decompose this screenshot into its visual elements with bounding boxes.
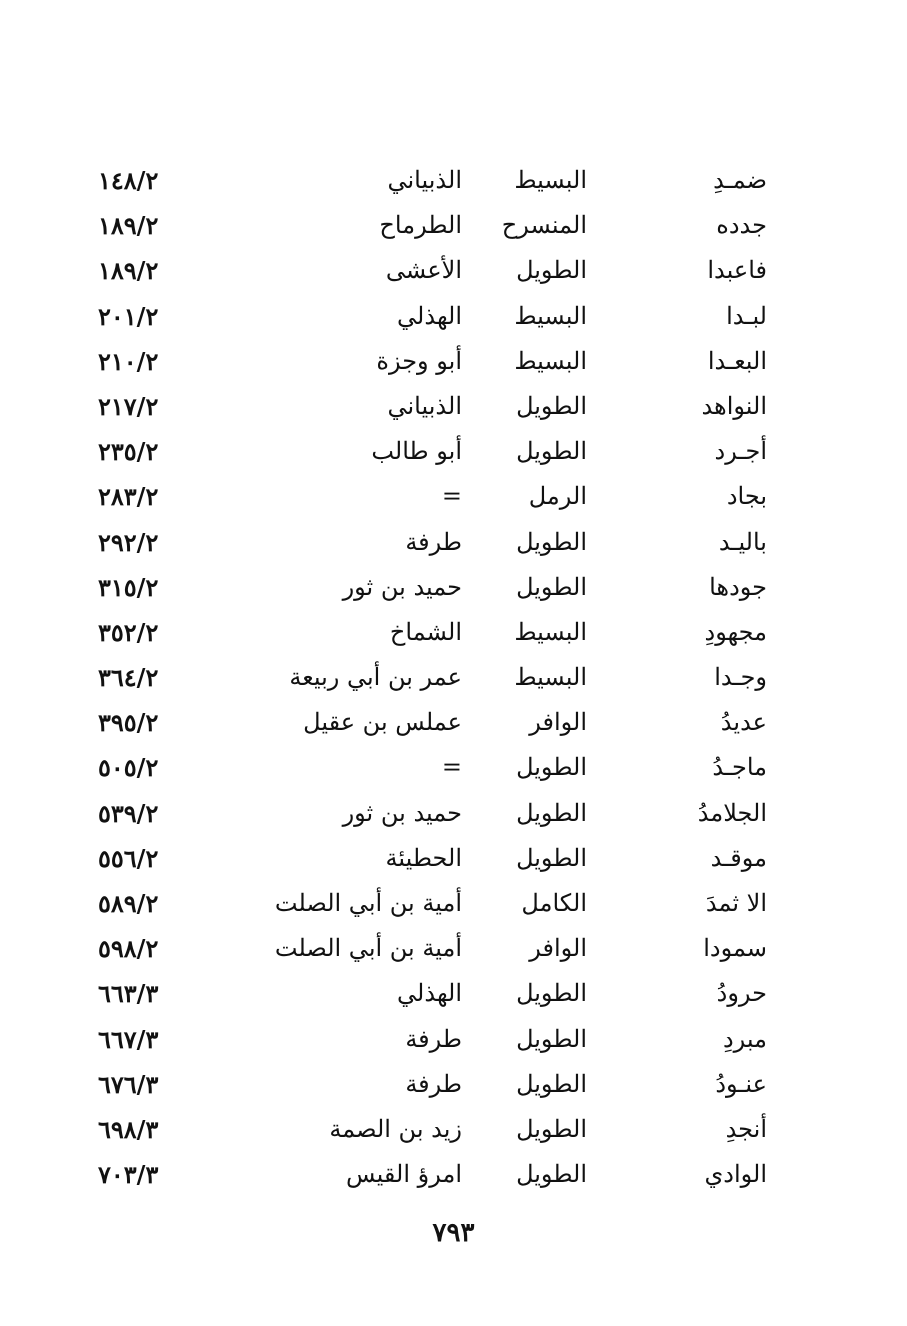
rhyme-word: ماجـدُ (712, 753, 767, 782)
rhyme-word: جودها (709, 572, 767, 601)
rhyme-word: الجلامدُ (697, 798, 767, 827)
page-number: ٧٩٣ (432, 1218, 475, 1248)
poet-name: أبو وجزة (376, 346, 462, 375)
meter-name: الطويل (516, 1160, 587, 1189)
poet-name: طرفة (405, 1024, 462, 1053)
meter-name: الطويل (516, 256, 587, 285)
poet-name: أمية بن أبي الصلت (274, 889, 462, 917)
volume-page-ref: ١٨٩/٢ (98, 256, 159, 286)
rhyme-word: باليـد (718, 527, 767, 556)
meter-name: الطويل (516, 1069, 587, 1098)
volume-page-ref: ٥٥٦/٢ (98, 843, 159, 873)
poet-name: زيد بن الصمة (329, 1114, 462, 1143)
meter-name: الرمل (528, 482, 587, 511)
poet-name: أمية بن أبي الصلت (274, 934, 462, 963)
rhyme-word: فاعبدا (707, 256, 767, 285)
meter-name: الطويل (516, 437, 587, 466)
rhyme-word: جدده (716, 211, 767, 240)
poet-name: = (441, 482, 462, 511)
meter-name: الطويل (516, 391, 587, 420)
table-row (0, 791, 907, 836)
volume-page-ref: ١٨٩/٢ (98, 211, 159, 241)
poet-name: عمر بن أبي ربيعة (289, 663, 462, 692)
meter-name: البسيط (514, 617, 587, 646)
table-row (0, 203, 907, 248)
poet-name: الهذلي (397, 979, 462, 1008)
volume-page-ref: ٦٦٧/٣ (98, 1024, 159, 1054)
rhyme-word: وجـدا (714, 663, 767, 692)
table-row (0, 248, 907, 293)
table-row (0, 610, 907, 655)
volume-page-ref: ٣٥٢/٢ (98, 617, 159, 647)
poet-name: طرفة (405, 527, 462, 556)
table-row (0, 745, 907, 790)
poet-name: الطرماح (379, 211, 462, 240)
poet-name: أبو طالب (371, 437, 462, 466)
volume-page-ref: ٧٠٣/٣ (98, 1160, 159, 1190)
poet-name: الأعشى (385, 256, 462, 285)
rhyme-word: البعـدا (707, 346, 767, 375)
volume-page-ref: ٣١٥/٢ (98, 572, 159, 602)
table-row (0, 294, 907, 339)
table-row (0, 429, 907, 474)
meter-name: الكامل (521, 889, 587, 917)
poet-name: الحطيئة (385, 843, 462, 872)
poet-name: حميد بن ثور (342, 572, 462, 601)
table-row (0, 1107, 907, 1152)
volume-page-ref: ٦٦٣/٣ (98, 979, 159, 1009)
poet-name: الذبياني (387, 166, 462, 194)
table-row (0, 1152, 907, 1197)
rhyme-word: عديدُ (720, 708, 767, 737)
meter-name: البسيط (514, 346, 587, 375)
table-row (0, 926, 907, 971)
table-row (0, 474, 907, 519)
meter-name: الطويل (516, 1114, 587, 1143)
rhyme-word: أجـرد (714, 437, 767, 466)
meter-name: البسيط (514, 301, 587, 330)
volume-page-ref: ٢٣٥/٢ (98, 437, 159, 467)
table-row (0, 971, 907, 1016)
poet-name: الهذلي (397, 301, 462, 330)
meter-name: البسيط (514, 166, 587, 194)
rhyme-word: مبردِ (722, 1024, 767, 1053)
table-row (0, 384, 907, 429)
volume-page-ref: ٥٩٨/٢ (98, 934, 159, 964)
table-row (0, 158, 907, 203)
meter-name: الطويل (516, 843, 587, 872)
volume-page-ref: ٥٠٥/٢ (98, 753, 159, 783)
rhyme-word: عنـودُ (715, 1069, 767, 1098)
volume-page-ref: ٥٨٩/٢ (98, 889, 159, 918)
volume-page-ref: ٢٩٢/٢ (98, 527, 159, 557)
meter-name: الطويل (516, 572, 587, 601)
rhyme-word: أنجدِ (725, 1114, 767, 1143)
volume-page-ref: ٥٣٩/٢ (98, 798, 159, 828)
table-row (0, 881, 907, 926)
volume-page-ref: ٣٦٤/٢ (98, 663, 159, 693)
poet-name: عملس بن عقيل (303, 708, 462, 737)
meter-name: الوافر (529, 708, 587, 737)
meter-name: الوافر (529, 934, 587, 963)
table-row (0, 565, 907, 610)
volume-page-ref: ٢١٠/٢ (98, 346, 159, 376)
meter-name: البسيط (514, 663, 587, 692)
table-row (0, 1062, 907, 1107)
table-row (0, 339, 907, 384)
rhyme-word: بجاد (726, 482, 767, 511)
table-row (0, 836, 907, 881)
table-row (0, 520, 907, 565)
poet-name: الشماخ (389, 617, 462, 646)
poet-name: الذبياني (387, 391, 462, 420)
volume-page-ref: ١٤٨/٢ (98, 166, 159, 195)
volume-page-ref: ٣٩٥/٢ (98, 708, 159, 738)
rhyme-word: ضمـدِ (713, 166, 767, 194)
poet-name: حميد بن ثور (342, 798, 462, 827)
rhyme-word: مجهودِ (704, 617, 767, 646)
rhyme-word: الوادي (704, 1160, 767, 1189)
poet-name: = (441, 753, 462, 782)
table-row (0, 700, 907, 745)
poet-name: امرؤ القيس (346, 1160, 462, 1189)
rhyme-word: الا ثمدَ (705, 889, 767, 917)
meter-name: الطويل (516, 1024, 587, 1053)
rhyme-word: موقـد (710, 843, 767, 872)
volume-page-ref: ٦٧٦/٣ (98, 1069, 159, 1099)
rhyme-word: سمودا (703, 934, 767, 963)
poet-name: طرفة (405, 1069, 462, 1098)
meter-name: الطويل (516, 798, 587, 827)
meter-name: المنسرح (501, 211, 587, 240)
volume-page-ref: ٢١٧/٢ (98, 391, 159, 421)
volume-page-ref: ٢٠١/٢ (98, 301, 159, 331)
volume-page-ref: ٦٩٨/٣ (98, 1114, 159, 1144)
volume-page-ref: ٢٨٣/٢ (98, 482, 159, 512)
meter-name: الطويل (516, 527, 587, 556)
verse-index-table (0, 158, 907, 1197)
table-row (0, 655, 907, 700)
rhyme-word: لبـدا (726, 301, 767, 330)
table-row (0, 1017, 907, 1062)
rhyme-word: النواهد (701, 391, 767, 420)
meter-name: الطويل (516, 753, 587, 782)
rhyme-word: حرودُ (716, 979, 767, 1008)
meter-name: الطويل (516, 979, 587, 1008)
